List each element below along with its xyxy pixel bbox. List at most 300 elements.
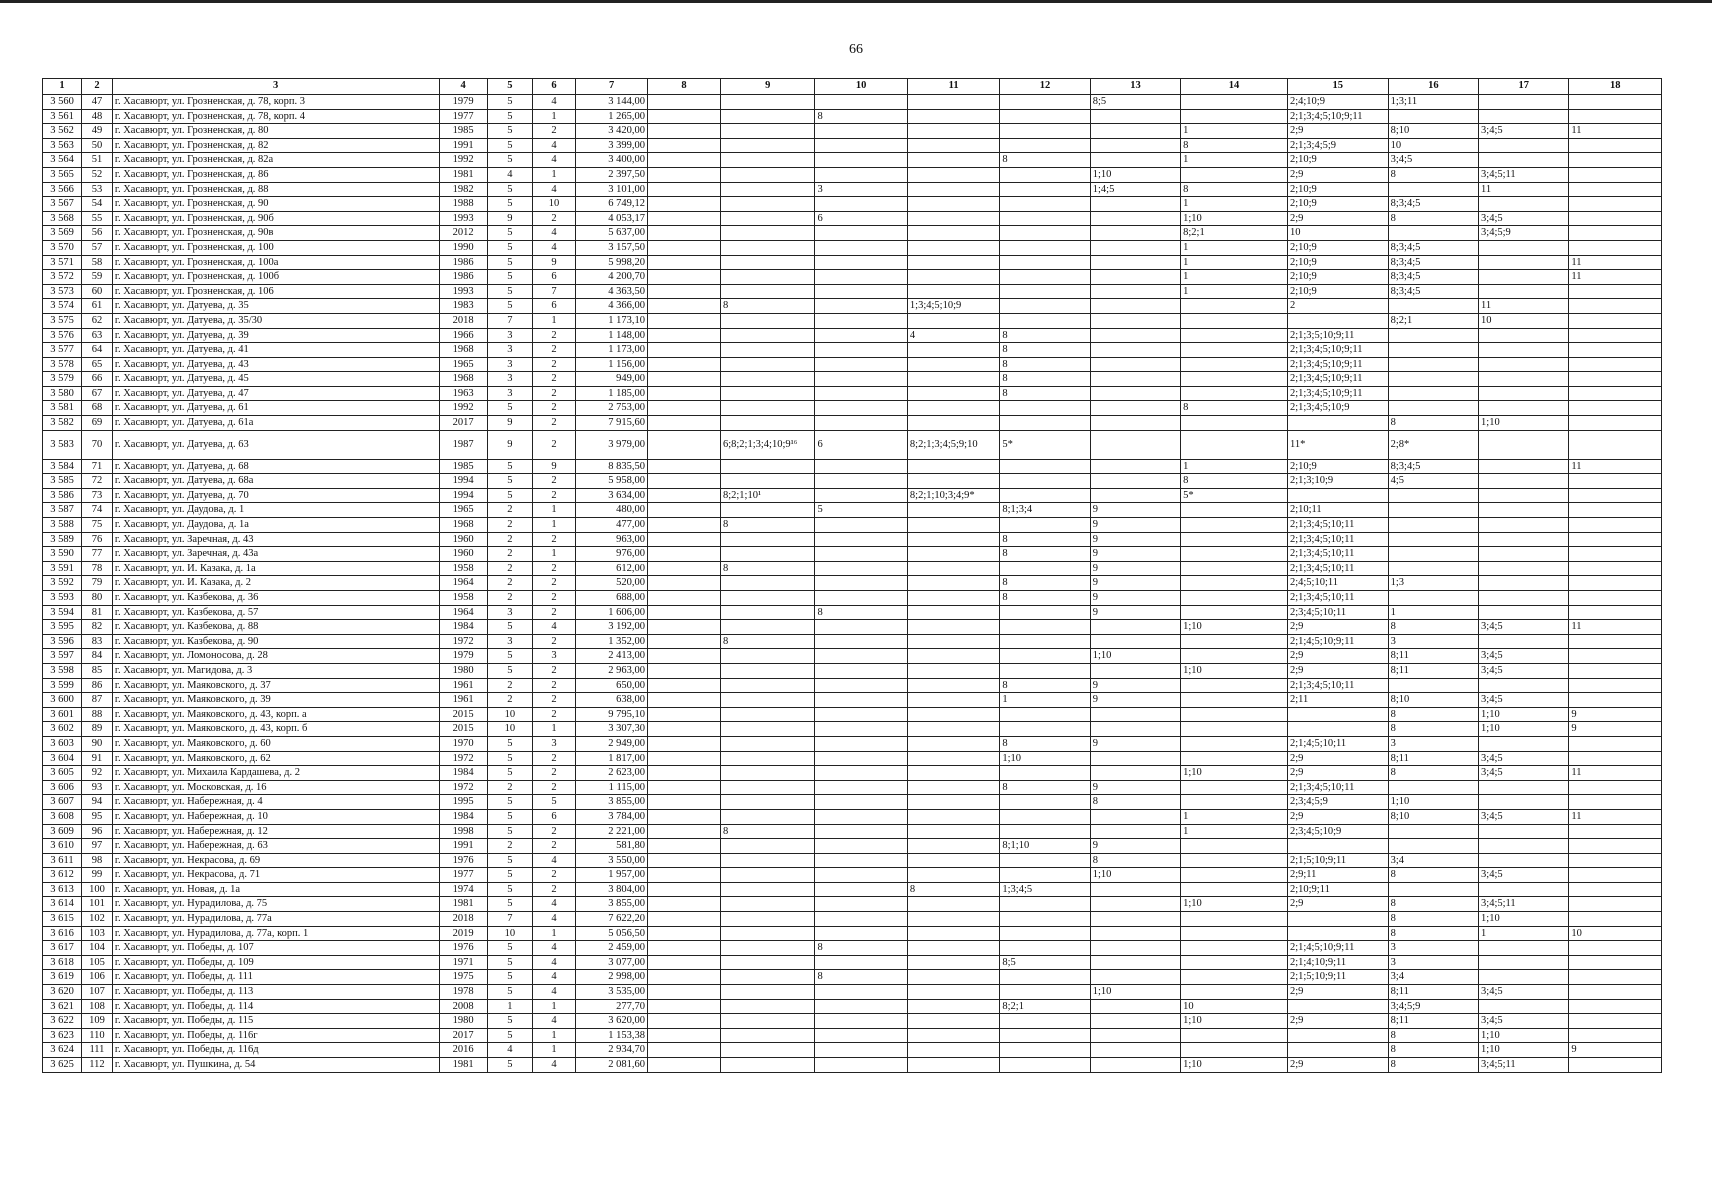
cell-col-2: 90 (82, 736, 113, 751)
column-header-1: 1 (43, 79, 82, 95)
cell-col-10 (815, 561, 907, 576)
cell-col-6: 4 (532, 941, 575, 956)
cell-col-15 (1287, 313, 1388, 328)
cell-col-1: 3 580 (43, 386, 82, 401)
cell-col-7: 2 623,00 (576, 766, 648, 781)
cell-col-9 (720, 386, 815, 401)
cell-col-5: 5 (487, 488, 532, 503)
cell-col-5: 3 (487, 372, 532, 387)
cell-col-13: 9 (1090, 605, 1180, 620)
cell-col-10 (815, 153, 907, 168)
cell-col-14: 8 (1181, 182, 1288, 197)
cell-col-3: г. Хасавюрт, ул. Грозненская, д. 100б (112, 270, 439, 285)
cell-col-5: 5 (487, 809, 532, 824)
cell-col-1: 3 562 (43, 124, 82, 139)
cell-col-7: 612,00 (576, 561, 648, 576)
column-header-10: 10 (815, 79, 907, 95)
cell-col-10 (815, 663, 907, 678)
cell-col-4: 2019 (439, 926, 487, 941)
table-row (43, 518, 1662, 533)
cell-col-10 (815, 634, 907, 649)
cell-col-2: 84 (82, 649, 113, 664)
cell-col-6: 2 (532, 839, 575, 854)
cell-col-11 (907, 663, 999, 678)
cell-col-11 (907, 357, 999, 372)
cell-col-11 (907, 605, 999, 620)
cell-col-13: 9 (1090, 561, 1180, 576)
cell-col-11 (907, 474, 999, 489)
column-header-13: 13 (1090, 79, 1180, 95)
cell-col-14: 1 (1181, 284, 1288, 299)
cell-col-16: 3;4;5;9 (1388, 999, 1478, 1014)
cell-col-6: 2 (532, 707, 575, 722)
cell-col-18 (1569, 955, 1662, 970)
cell-col-1: 3 574 (43, 299, 82, 314)
cell-col-12 (1000, 124, 1090, 139)
cell-col-5: 5 (487, 985, 532, 1000)
cell-col-16: 8 (1388, 912, 1478, 927)
table-row (43, 416, 1662, 431)
cell-col-18 (1569, 868, 1662, 883)
cell-col-14 (1181, 751, 1288, 766)
cell-col-1: 3 601 (43, 707, 82, 722)
cell-col-11 (907, 372, 999, 387)
cell-col-17: 1;10 (1479, 722, 1569, 737)
cell-col-17 (1479, 634, 1569, 649)
cell-col-16: 3;4;5 (1388, 153, 1478, 168)
cell-col-5: 5 (487, 197, 532, 212)
cell-col-3: г. Хасавюрт, ул. Набережная, д. 63 (112, 839, 439, 854)
cell-col-5: 5 (487, 255, 532, 270)
cell-col-6: 2 (532, 751, 575, 766)
cell-col-17 (1479, 678, 1569, 693)
cell-col-1: 3 560 (43, 95, 82, 110)
cell-col-2: 87 (82, 693, 113, 708)
cell-col-13 (1090, 663, 1180, 678)
cell-col-4: 1971 (439, 955, 487, 970)
cell-col-2: 105 (82, 955, 113, 970)
cell-col-14 (1181, 299, 1288, 314)
cell-col-13 (1090, 313, 1180, 328)
cell-col-15: 2;9 (1287, 620, 1388, 635)
cell-col-4: 1976 (439, 941, 487, 956)
cell-col-17 (1479, 153, 1569, 168)
cell-col-6: 1 (532, 1028, 575, 1043)
cell-col-2: 58 (82, 255, 113, 270)
cell-col-11 (907, 853, 999, 868)
cell-col-9 (720, 809, 815, 824)
cell-col-11 (907, 153, 999, 168)
cell-col-4: 1977 (439, 109, 487, 124)
cell-col-5: 5 (487, 824, 532, 839)
cell-col-9 (720, 999, 815, 1014)
cell-col-8 (648, 561, 721, 576)
cell-col-8 (648, 503, 721, 518)
cell-col-3: г. Хасавюрт, ул. Казбекова, д. 36 (112, 591, 439, 606)
cell-col-2: 88 (82, 707, 113, 722)
cell-col-18 (1569, 109, 1662, 124)
cell-col-16 (1388, 882, 1478, 897)
cell-col-8 (648, 343, 721, 358)
cell-col-11 (907, 576, 999, 591)
table-row (43, 707, 1662, 722)
cell-col-18 (1569, 226, 1662, 241)
cell-col-9 (720, 678, 815, 693)
cell-col-3: г. Хасавюрт, ул. Датуева, д. 68 (112, 459, 439, 474)
cell-col-9 (720, 459, 815, 474)
cell-col-3: г. Хасавюрт, ул. Датуева, д. 68а (112, 474, 439, 489)
cell-col-3: г. Хасавюрт, ул. Победы, д. 113 (112, 985, 439, 1000)
cell-col-18 (1569, 357, 1662, 372)
cell-col-14 (1181, 328, 1288, 343)
cell-col-4: 1976 (439, 853, 487, 868)
cell-col-8 (648, 795, 721, 810)
cell-col-13 (1090, 1014, 1180, 1029)
table-row (43, 401, 1662, 416)
cell-col-17: 3;4;5 (1479, 1014, 1569, 1029)
cell-col-18 (1569, 182, 1662, 197)
cell-col-11 (907, 343, 999, 358)
cell-col-14: 1;10 (1181, 1058, 1288, 1073)
cell-col-14 (1181, 532, 1288, 547)
cell-col-8 (648, 620, 721, 635)
cell-col-9 (720, 138, 815, 153)
cell-col-6: 2 (532, 343, 575, 358)
cell-col-8 (648, 649, 721, 664)
cell-col-11 (907, 751, 999, 766)
cell-col-8 (648, 124, 721, 139)
cell-col-7: 1 173,00 (576, 343, 648, 358)
cell-col-2: 106 (82, 970, 113, 985)
cell-col-16 (1388, 182, 1478, 197)
cell-col-15: 2;4;10;9 (1287, 95, 1388, 110)
cell-col-2: 51 (82, 153, 113, 168)
cell-col-10: 8 (815, 941, 907, 956)
cell-col-1: 3 584 (43, 459, 82, 474)
cell-col-3: г. Хасавюрт, ул. Грозненская, д. 106 (112, 284, 439, 299)
cell-col-11 (907, 197, 999, 212)
cell-col-8 (648, 255, 721, 270)
cell-col-5: 5 (487, 941, 532, 956)
cell-col-6: 3 (532, 736, 575, 751)
cell-col-1: 3 568 (43, 211, 82, 226)
cell-col-18: 11 (1569, 620, 1662, 635)
cell-col-9 (720, 722, 815, 737)
cell-col-10 (815, 649, 907, 664)
cell-col-5: 5 (487, 182, 532, 197)
cell-col-17 (1479, 343, 1569, 358)
cell-col-3: г. Хасавюрт, ул. Даудова, д. 1а (112, 518, 439, 533)
cell-col-9 (720, 912, 815, 927)
cell-col-18 (1569, 1014, 1662, 1029)
cell-col-13 (1090, 284, 1180, 299)
cell-col-1: 3 624 (43, 1043, 82, 1058)
table-row (43, 547, 1662, 562)
cell-col-6: 2 (532, 634, 575, 649)
cell-col-16 (1388, 386, 1478, 401)
cell-col-3: г. Хасавюрт, ул. Нурадилова, д. 77а (112, 912, 439, 927)
cell-col-12 (1000, 868, 1090, 883)
cell-col-17 (1479, 372, 1569, 387)
cell-col-9 (720, 284, 815, 299)
cell-col-7: 2 753,00 (576, 401, 648, 416)
cell-col-2: 70 (82, 430, 113, 459)
cell-col-9 (720, 853, 815, 868)
cell-col-10 (815, 474, 907, 489)
cell-col-14 (1181, 955, 1288, 970)
cell-col-6: 1 (532, 503, 575, 518)
cell-col-3: г. Хасавюрт, ул. Победы, д. 109 (112, 955, 439, 970)
cell-col-8 (648, 488, 721, 503)
cell-col-8 (648, 707, 721, 722)
cell-col-12: 8 (1000, 386, 1090, 401)
cell-col-8 (648, 663, 721, 678)
table-row (43, 824, 1662, 839)
cell-col-16: 8 (1388, 1043, 1478, 1058)
cell-col-8 (648, 1058, 721, 1073)
cell-col-2: 75 (82, 518, 113, 533)
cell-col-11 (907, 736, 999, 751)
cell-col-12: 8 (1000, 678, 1090, 693)
cell-col-8 (648, 284, 721, 299)
cell-col-5: 5 (487, 882, 532, 897)
cell-col-18 (1569, 386, 1662, 401)
cell-col-18 (1569, 1058, 1662, 1073)
cell-col-1: 3 612 (43, 868, 82, 883)
cell-col-12 (1000, 707, 1090, 722)
cell-col-1: 3 622 (43, 1014, 82, 1029)
cell-col-8 (648, 912, 721, 927)
cell-col-16: 8;3;4;5 (1388, 240, 1478, 255)
cell-col-4: 1998 (439, 824, 487, 839)
cell-col-9: 8 (720, 518, 815, 533)
cell-col-2: 50 (82, 138, 113, 153)
cell-col-2: 52 (82, 167, 113, 182)
cell-col-7: 2 221,00 (576, 824, 648, 839)
cell-col-15 (1287, 926, 1388, 941)
cell-col-14 (1181, 343, 1288, 358)
cell-col-7: 581,80 (576, 839, 648, 854)
cell-col-11 (907, 1014, 999, 1029)
cell-col-6: 7 (532, 284, 575, 299)
cell-col-18 (1569, 503, 1662, 518)
table-row (43, 941, 1662, 956)
cell-col-6: 2 (532, 693, 575, 708)
cell-col-4: 1985 (439, 124, 487, 139)
cell-col-14 (1181, 1028, 1288, 1043)
cell-col-15: 2;9 (1287, 211, 1388, 226)
cell-col-5: 5 (487, 299, 532, 314)
cell-col-15: 2;1;3;4;5;10;11 (1287, 532, 1388, 547)
cell-col-15: 2;9 (1287, 649, 1388, 664)
cell-col-4: 1964 (439, 576, 487, 591)
cell-col-13 (1090, 634, 1180, 649)
cell-col-8 (648, 985, 721, 1000)
cell-col-6: 2 (532, 663, 575, 678)
cell-col-10 (815, 343, 907, 358)
cell-col-3: г. Хасавюрт, ул. Набережная, д. 4 (112, 795, 439, 810)
cell-col-4: 2017 (439, 1028, 487, 1043)
cell-col-13: 8 (1090, 853, 1180, 868)
cell-col-7: 1 352,00 (576, 634, 648, 649)
cell-col-13 (1090, 124, 1180, 139)
cell-col-14: 1;10 (1181, 211, 1288, 226)
cell-col-3: г. Хасавюрт, ул. Новая, д. 1а (112, 882, 439, 897)
cell-col-18 (1569, 518, 1662, 533)
cell-col-9 (720, 343, 815, 358)
cell-col-9 (720, 1043, 815, 1058)
cell-col-6: 2 (532, 474, 575, 489)
cell-col-9 (720, 226, 815, 241)
cell-col-18 (1569, 780, 1662, 795)
cell-col-14 (1181, 853, 1288, 868)
cell-col-15: 2;1;3;4;5;10;11 (1287, 780, 1388, 795)
cell-col-16 (1388, 372, 1478, 387)
table-row (43, 1043, 1662, 1058)
cell-col-18: 10 (1569, 926, 1662, 941)
cell-col-10: 3 (815, 182, 907, 197)
cell-col-14 (1181, 95, 1288, 110)
cell-col-18 (1569, 561, 1662, 576)
cell-col-15: 2;10;9 (1287, 240, 1388, 255)
cell-col-17 (1479, 255, 1569, 270)
cell-col-5: 5 (487, 897, 532, 912)
cell-col-15 (1287, 839, 1388, 854)
cell-col-12 (1000, 853, 1090, 868)
cell-col-9 (720, 591, 815, 606)
cell-col-1: 3 565 (43, 167, 82, 182)
cell-col-2: 60 (82, 284, 113, 299)
cell-col-10: 6 (815, 430, 907, 459)
cell-col-5: 2 (487, 693, 532, 708)
cell-col-11 (907, 518, 999, 533)
cell-col-16: 8 (1388, 1028, 1478, 1043)
table-row (43, 386, 1662, 401)
cell-col-18 (1569, 634, 1662, 649)
cell-col-11 (907, 766, 999, 781)
cell-col-14 (1181, 882, 1288, 897)
cell-col-10 (815, 1014, 907, 1029)
cell-col-6: 1 (532, 1043, 575, 1058)
cell-col-2: 56 (82, 226, 113, 241)
cell-col-3: г. Хасавюрт, ул. Московская, д. 16 (112, 780, 439, 795)
cell-col-16: 8;3;4;5 (1388, 459, 1478, 474)
cell-col-7: 3 804,00 (576, 882, 648, 897)
cell-col-1: 3 591 (43, 561, 82, 576)
cell-col-13 (1090, 299, 1180, 314)
cell-col-8 (648, 868, 721, 883)
cell-col-3: г. Хасавюрт, ул. Грозненская, д. 78, корп. 4 (112, 109, 439, 124)
cell-col-18: 11 (1569, 459, 1662, 474)
cell-col-7: 3 634,00 (576, 488, 648, 503)
cell-col-18 (1569, 1028, 1662, 1043)
table-row (43, 182, 1662, 197)
cell-col-11: 1;3;4;5;10;9 (907, 299, 999, 314)
cell-col-18 (1569, 416, 1662, 431)
cell-col-7: 3 077,00 (576, 955, 648, 970)
cell-col-1: 3 600 (43, 693, 82, 708)
cell-col-3: г. Хасавюрт, ул. Казбекова, д. 90 (112, 634, 439, 649)
cell-col-13: 8 (1090, 795, 1180, 810)
cell-col-6: 4 (532, 912, 575, 927)
cell-col-6: 6 (532, 270, 575, 285)
cell-col-3: г. Хасавюрт, ул. Датуева, д. 61а (112, 416, 439, 431)
cell-col-14: 1 (1181, 255, 1288, 270)
cell-col-7: 1 156,00 (576, 357, 648, 372)
cell-col-13 (1090, 488, 1180, 503)
cell-col-16: 8;3;4;5 (1388, 197, 1478, 212)
cell-col-6: 4 (532, 138, 575, 153)
cell-col-12 (1000, 138, 1090, 153)
cell-col-13 (1090, 386, 1180, 401)
cell-col-15: 2;9;11 (1287, 868, 1388, 883)
cell-col-14: 1 (1181, 197, 1288, 212)
cell-col-2: 64 (82, 343, 113, 358)
cell-col-17 (1479, 591, 1569, 606)
cell-col-3: г. Хасавюрт, ул. Датуева, д. 35 (112, 299, 439, 314)
cell-col-17 (1479, 386, 1569, 401)
cell-col-5: 3 (487, 634, 532, 649)
cell-col-7: 3 399,00 (576, 138, 648, 153)
cell-col-10 (815, 766, 907, 781)
cell-col-13 (1090, 343, 1180, 358)
cell-col-10 (815, 459, 907, 474)
cell-col-14 (1181, 357, 1288, 372)
cell-col-3: г. Хасавюрт, ул. Грозненская, д. 90б (112, 211, 439, 226)
cell-col-8 (648, 299, 721, 314)
cell-col-12: 8 (1000, 343, 1090, 358)
cell-col-3: г. Хасавюрт, ул. Датуева, д. 41 (112, 343, 439, 358)
cell-col-13 (1090, 955, 1180, 970)
cell-col-1: 3 602 (43, 722, 82, 737)
cell-col-14: 1 (1181, 270, 1288, 285)
cell-col-2: 107 (82, 985, 113, 1000)
cell-col-16 (1388, 839, 1478, 854)
cell-col-12 (1000, 474, 1090, 489)
cell-col-11 (907, 824, 999, 839)
cell-col-17: 3;4;5;11 (1479, 167, 1569, 182)
cell-col-5: 5 (487, 751, 532, 766)
cell-col-14 (1181, 430, 1288, 459)
cell-col-4: 2016 (439, 1043, 487, 1058)
column-header-14: 14 (1181, 79, 1288, 95)
cell-col-2: 111 (82, 1043, 113, 1058)
cell-col-7: 8 835,50 (576, 459, 648, 474)
cell-col-10 (815, 839, 907, 854)
cell-col-11 (907, 240, 999, 255)
cell-col-16 (1388, 299, 1478, 314)
cell-col-17 (1479, 824, 1569, 839)
cell-col-4: 1990 (439, 240, 487, 255)
table-row (43, 926, 1662, 941)
cell-col-13: 9 (1090, 839, 1180, 854)
cell-col-12 (1000, 795, 1090, 810)
cell-col-17 (1479, 488, 1569, 503)
cell-col-10 (815, 985, 907, 1000)
cell-col-7: 5 958,00 (576, 474, 648, 489)
cell-col-9 (720, 839, 815, 854)
cell-col-4: 1981 (439, 1058, 487, 1073)
cell-col-18: 11 (1569, 766, 1662, 781)
cell-col-2: 81 (82, 605, 113, 620)
cell-col-3: г. Хасавюрт, ул. Победы, д. 116г (112, 1028, 439, 1043)
cell-col-5: 5 (487, 736, 532, 751)
cell-col-1: 3 609 (43, 824, 82, 839)
cell-col-8 (648, 532, 721, 547)
cell-col-14: 1 (1181, 240, 1288, 255)
cell-col-6: 4 (532, 1014, 575, 1029)
cell-col-9 (720, 1028, 815, 1043)
